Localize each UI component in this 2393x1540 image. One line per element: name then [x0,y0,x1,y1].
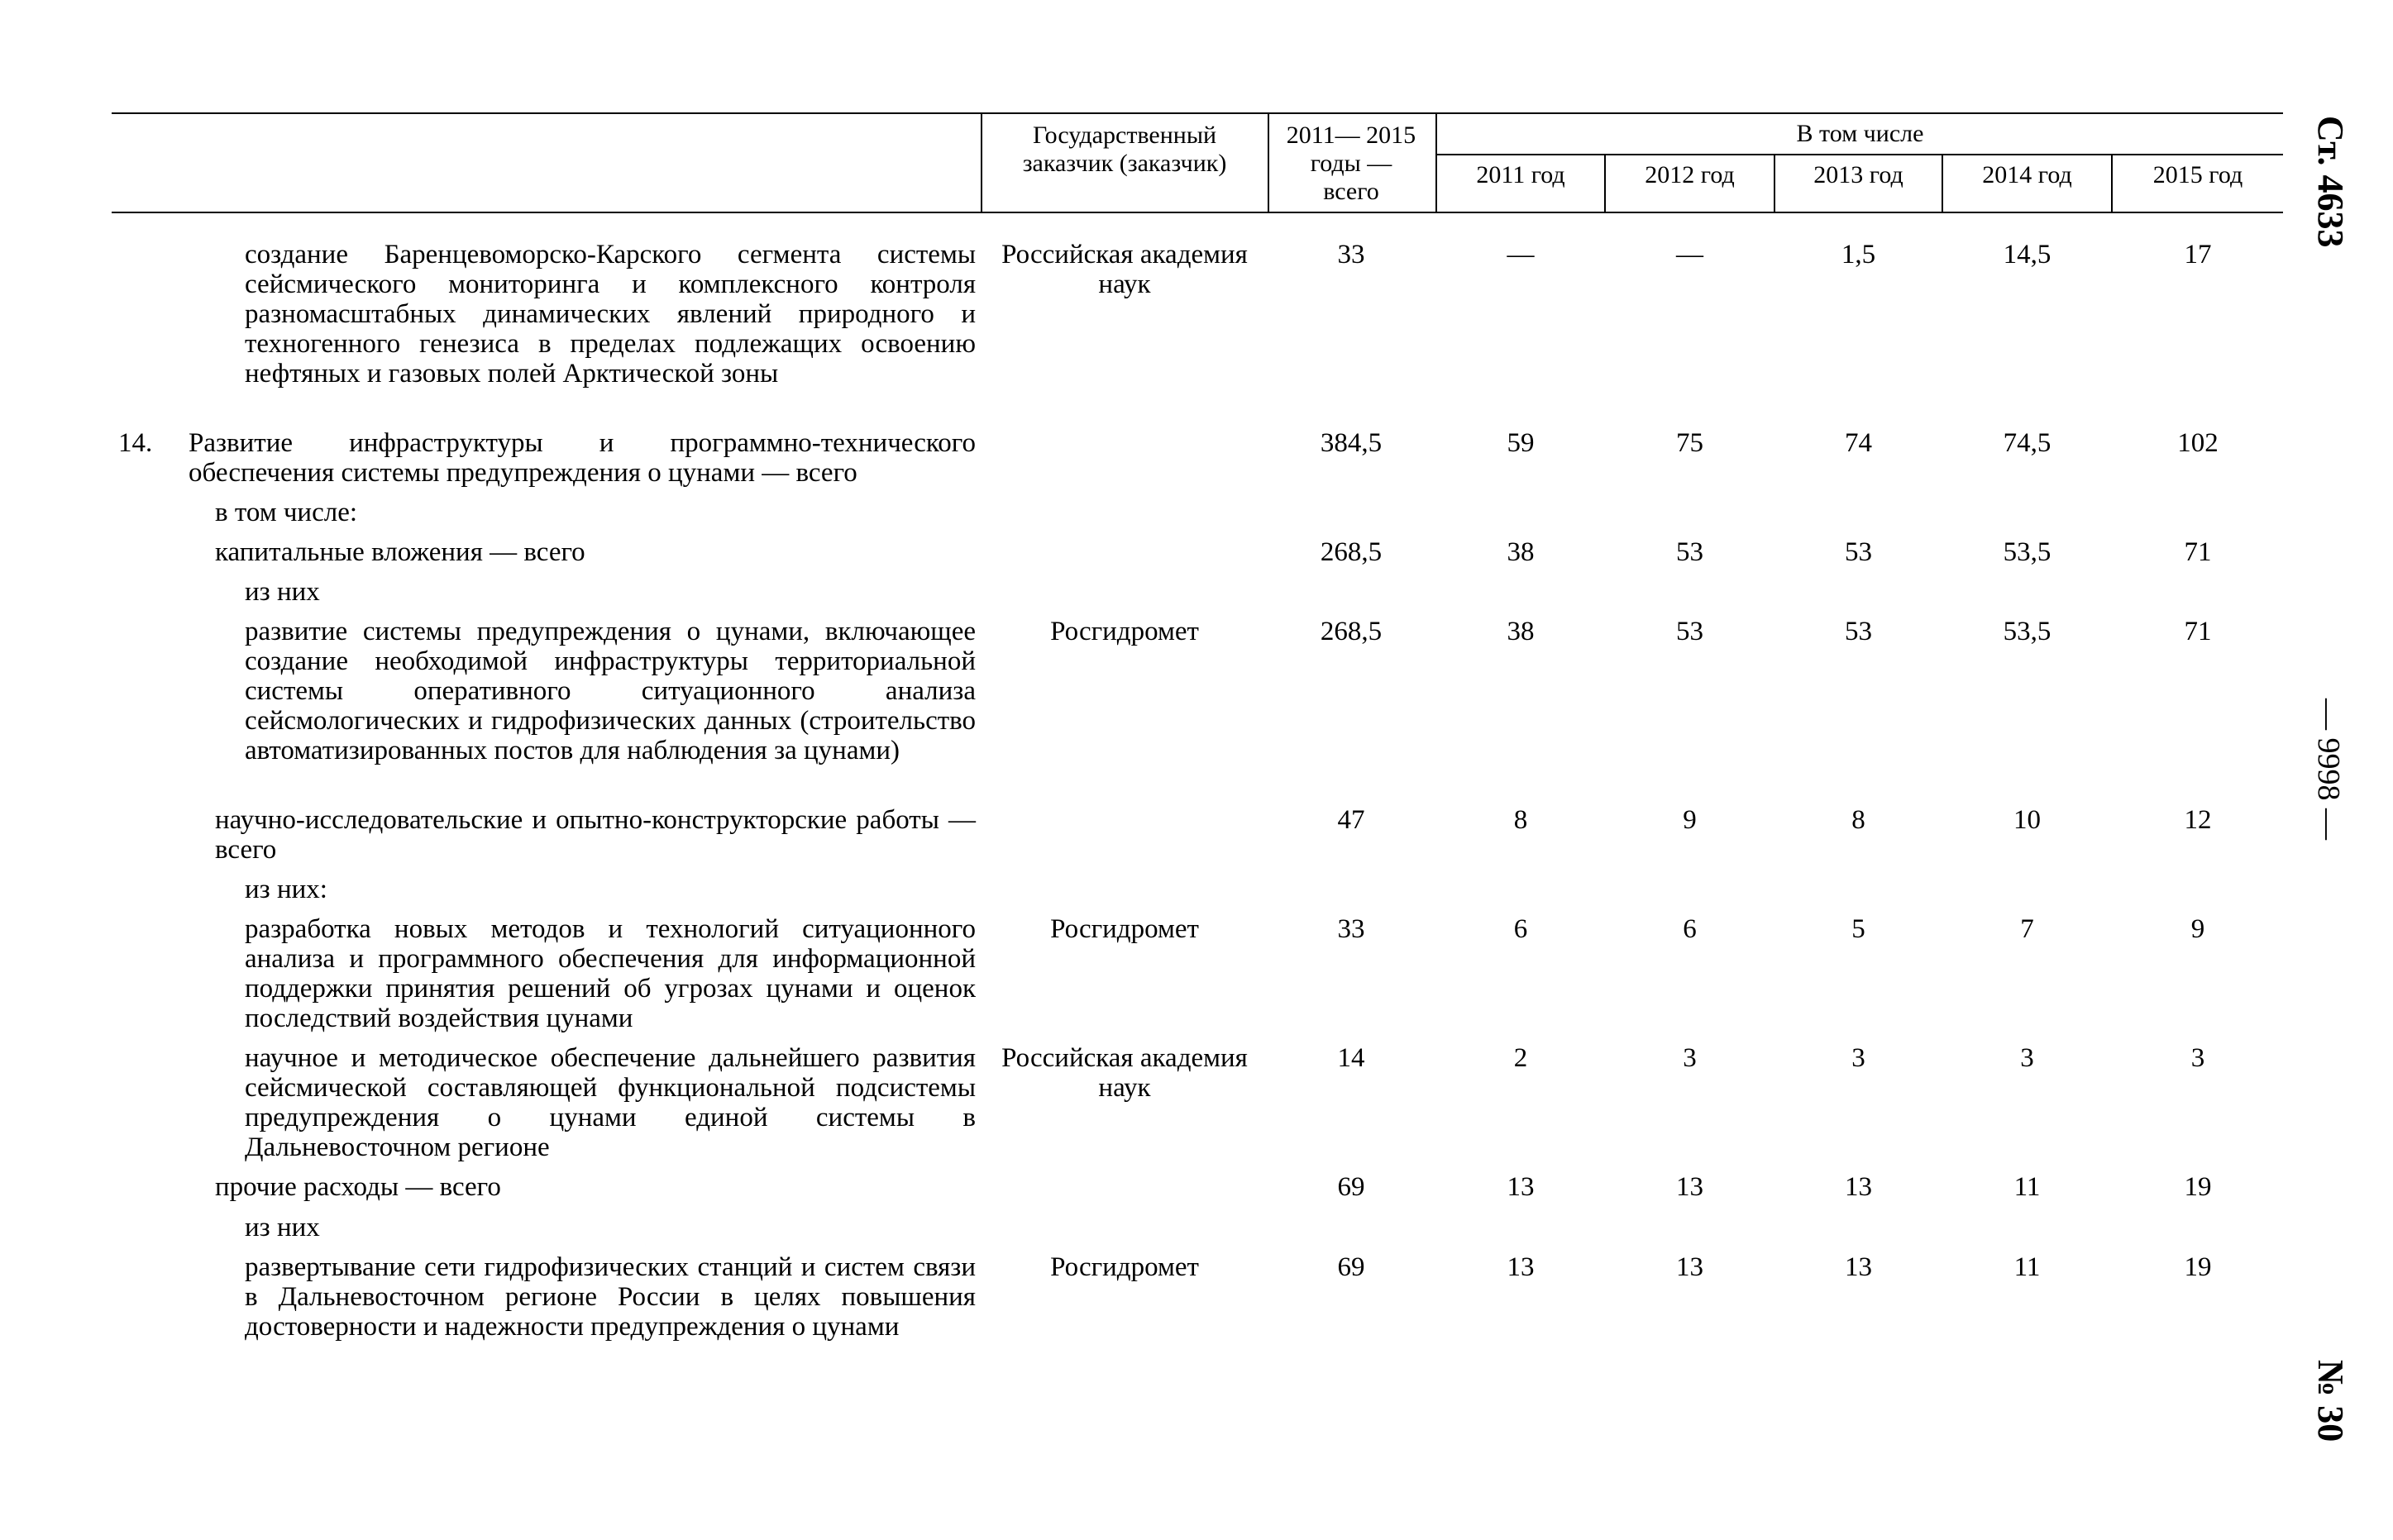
table-row-10-2013: 13 [1845,1172,1872,1202]
table-row-8-2012: 6 [1683,914,1697,944]
table-row-8-2015: 9 [2190,914,2205,944]
header-top-rule [112,112,2283,114]
table-row-12-2011: 13 [1507,1252,1535,1282]
table-row-3-2014: 53,5 [2003,537,2051,567]
table-row-1-2015: 102 [2177,428,2219,458]
table-row-3-2015: 71 [2184,537,2212,567]
header-bottom-rule [112,212,2283,213]
table-row-3-text: капитальные вложения — всего [215,537,585,567]
table-row-6-total: 47 [1337,805,1365,835]
table-row-1-2013: 74 [1845,428,1872,458]
table-row-3-total: 268,5 [1320,537,1383,567]
table-row-9-total: 14 [1337,1043,1365,1073]
table-row-5-2012: 53 [1676,617,1703,646]
table-row-3-2012: 53 [1676,537,1703,567]
table-row-4-text: из них [245,577,320,607]
header-year-2012: 2012 год [1645,161,1735,188]
table-row-1-2012: 75 [1676,428,1703,458]
header-year-2014: 2014 год [1982,161,2072,188]
table-row-1-2011: 59 [1507,428,1535,458]
table-row-12-2015: 19 [2184,1252,2212,1282]
header-year-2015: 2015 год [2152,161,2243,188]
header-total: 2011— 2015 годы — всего [1286,122,1416,205]
header-divider-2 [1268,112,1269,212]
header-customer: Государственный заказчик (заказчик) [1022,122,1227,177]
table-row-5-2013: 53 [1845,617,1872,646]
table-row-12-text: развертывание сети гидрофизических станций и систем связи в Дальневосточном регионе России в целях повышения достоверности и надежности предупреждения о цунами [245,1252,976,1342]
table-row-1-number: 14. [118,428,153,458]
header-including: В том числе [1796,120,1924,147]
table-row-0-2014: 14,5 [2003,240,2051,269]
table-row-5-text: развитие системы предупреждения о цунами, включающее создание необходимой инфраструктуры территориальной системы оперативного ситуационного анализа сейсмологических и гидрофизических данных (строительство автоматизированных постов для наблюдения за цунами) [245,617,976,765]
table-row-8-text: разработка новых методов и технологий ситуационного анализа и программного обеспечения для информационной поддержки принятия решений об угрозах цунами и оценок последствий воздействия цунами [245,914,976,1033]
subheader-rule [1435,154,2283,155]
table-row-6-2014: 10 [2013,805,2041,835]
table-row-3-2011: 38 [1507,537,1535,567]
table-row-0-text: создание Баренцевоморско-Карского сегмента системы сейсмического мониторинга и комплексного контроля разномасштабных динамических явлений природного и техногенного генезиса в пределах подлежащих освоению нефтяных и газовых полей Арктической зоны [245,240,976,389]
table-row-11-text: из них [245,1213,320,1242]
table-row-12-2013: 13 [1845,1252,1872,1282]
table-row-7-text: из них: [245,875,327,904]
table-row-10-total: 69 [1337,1172,1365,1202]
table-row-9-2012: 3 [1683,1043,1697,1073]
table-row-8-2014: 7 [2020,914,2034,944]
table-row-9-2014: 3 [2020,1043,2034,1073]
side-page-ref: Ст. 4633 [2310,116,2351,248]
table-row-0-total: 33 [1337,240,1365,269]
header-year-2013: 2013 год [1813,161,1903,188]
table-row-10-2015: 19 [2184,1172,2212,1202]
table-row-0-2012: — [1676,240,1703,269]
table-row-3-2013: 53 [1845,537,1872,567]
table-row-5-customer: Росгидромет [1050,617,1199,646]
table-row-8-2011: 6 [1513,914,1528,944]
table-row-12-2012: 13 [1676,1252,1703,1282]
header-year-2011: 2011 год [1476,161,1565,188]
table-row-5-2015: 71 [2184,617,2212,646]
table-row-12-customer: Росгидромет [1050,1252,1199,1282]
side-page-number: — 9998 — [2311,698,2346,840]
table-row-1-total: 384,5 [1320,428,1383,458]
table-row-12-total: 69 [1337,1252,1365,1282]
table-row-0-2011: — [1507,240,1535,269]
side-issue: № 30 [2310,1360,2351,1442]
table-row-2-text: в том числе: [215,498,358,527]
table-row-5-2011: 38 [1507,617,1535,646]
table-row-9-2015: 3 [2190,1043,2205,1073]
table-row-12-2014: 11 [2013,1252,2041,1282]
table-row-0-2013: 1,5 [1841,240,1876,269]
table-row-10-2012: 13 [1676,1172,1703,1202]
header-divider-1 [981,112,982,212]
table-row-5-total: 268,5 [1320,617,1383,646]
table-row-8-customer: Росгидромет [1050,914,1199,944]
table-row-6-2015: 12 [2184,805,2212,835]
table-row-1-2014: 74,5 [2003,428,2051,458]
table-row-6-2011: 8 [1513,805,1528,835]
table-row-9-customer: Российская академия наук [1001,1043,1248,1103]
table-row-10-2011: 13 [1507,1172,1535,1202]
table-row-0-customer: Российская академия наук [1001,240,1248,299]
table-row-10-2014: 11 [2013,1172,2041,1202]
table-row-9-2013: 3 [1851,1043,1865,1073]
table-row-8-2013: 5 [1851,914,1865,944]
table-row-9-text: научное и методическое обеспечение дальнейшего развития сейсмической составляющей функциональной подсистемы предупреждения о цунами единой системы в Дальневосточном регионе [245,1043,976,1162]
table-row-6-2013: 8 [1851,805,1865,835]
table-row-9-2011: 2 [1513,1043,1528,1073]
table-row-6-text: научно-исследовательские и опытно-конструкторские работы — всего [215,805,976,865]
table-row-6-2012: 9 [1683,805,1697,835]
table-row-5-2014: 53,5 [2003,617,2051,646]
table-row-0-2015: 17 [2184,240,2212,269]
table-row-10-text: прочие расходы — всего [215,1172,501,1202]
table-row-1-text: Развитие инфраструктуры и программно-технического обеспечения системы предупреждения о цунами — всего [189,428,976,488]
table-row-8-total: 33 [1337,914,1365,944]
